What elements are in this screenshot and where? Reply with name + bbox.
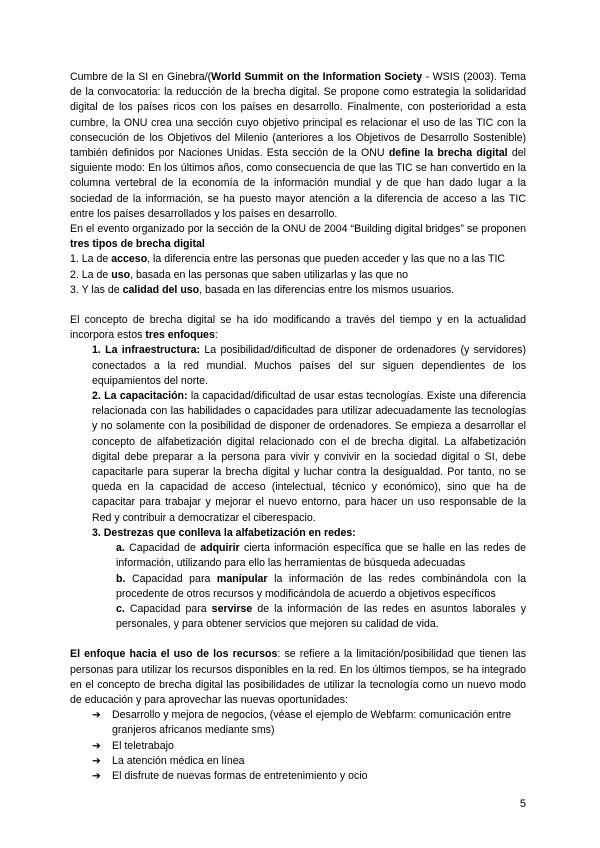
skill-use: c. Capacidad para servirse de la información de las redes en asuntos laborales y personales, y para obtener servicios que mejoren su calidad de vida. (116, 602, 526, 631)
approach-training: 2. La capacitación: la capacidad/dificultad de usar estas tecnologías. Existe una diferencia relacionada con las habilidades o capacidades para utilizar adecuadamente las tecnologías y no solamente con la posibilidad de disponer de ordenadores. Se empieza a desarrollar el concepto de alfabetización digital relacionado con el de brecha digital. La alfabetización digital debe preparar a la persona para vivir y convivir en la sociedad digital o SI, debe capacitarle para superar la brecha digital y luchar contra la desigualdad. Por tanto, no se queda en la capacidad de acceso (intelectual, técnico y económico), sino que ha de capacitar para trabajar y mejorar el nuevo entorno, para hacer un uso responsable de la Red y contribuir a democratizar el ciberespacio. (92, 390, 526, 524)
type-item-quality: 3. Y las de calidad del uso, basada en las diferencias entre los mismos usuarios. (70, 283, 455, 296)
list-item: ➔ La atención médica en línea (92, 754, 526, 769)
arrow-icon: ➔ (92, 709, 101, 722)
approach-infrastructure: 1. La infraestructura: La posibilidad/dificultad de disponer de ordenadores (y servidores) conectados a la red mundial. Muchos países del sur siguen dependientes de los equipamientos del norte. (92, 344, 526, 387)
arrow-icon: ➔ (92, 739, 101, 752)
type-item-access: 1. La de acceso, la diferencia entre las personas que pueden acceder y las que no a las TIC (70, 253, 506, 266)
usage-list (70, 708, 526, 784)
arrow-icon: ➔ (92, 754, 101, 767)
concept-paragraph: El concepto de brecha digital se ha ido modificando a través del tiempo y en la actualidad incorpora estos tres enfoques: (70, 314, 526, 342)
type-item-use: 2. La de uso, basada en las personas que saben utilizarlas y las que no (70, 268, 409, 281)
list-item: ➔ Desarrollo y mejora de negocios, (véase el ejemplo de Webfarm: comunicación entre granjeros africanos mediante sms) (92, 709, 512, 737)
page-number: 5 (519, 798, 526, 810)
spacer (70, 298, 526, 313)
skill-acquire: a. Capacidad de adquirir cierta información específica que se halle en las redes de información, utilizando para ello las herramientas de búsqueda adecuadas (116, 542, 526, 570)
page-content (70, 70, 526, 784)
arrow-icon: ➔ (92, 769, 101, 782)
skill-manipulate: b. Capacidad para manipular la información de las redes combinándola con la procedente de otros recursos y modificándola de acuerdo a objetivos específicos (116, 572, 526, 600)
intro-paragraph: Cumbre de la SI en Ginebra/(World Summit on the Information Society - WSIS (2003). Tema de la convocatoria: la reducción de la brecha digital. Se propone como estrategia la solidaridad digital de los países ricos con los países en desarrollo. Finalmente, con posterioridad a esta cumbre, la ONU crea una sección cuyo objetivo principal es relacionar el uso de las TIC con la consecución de los Objetivos del Milenio (anteriores a los Objetivos de Desarrollo Sostenible) también definidos por Naciones Unidas. Esta sección de la ONU define la brecha digital del siguiente modo: En los últimos años, como consecuencia de que las TIC se han convertido en la columna vertebral de la economía de la información mundial y de que han dado lugar a la sociedad de la información, se ha puesto mayor atención a la diferencia de acceso a las TIC entre los países desarrollados y los países en desarrollo. (70, 71, 527, 220)
approach-skills-heading: 3. Destrezas que conlleva la alfabetización en redes: (92, 526, 356, 539)
usage-paragraph: El enfoque hacia el uso de los recursos: se refiere a la limitación/posibilidad que tienen las personas para utilizar los recursos disponibles en la red. En los últimos tiempos, se ha integrado en el concepto de brecha digital las posibilidades de utilizar la tecnología como un nuevo modo de educación y para aprovechar las nuevas oportunidades: (70, 648, 526, 706)
types-intro-paragraph: En el evento organizado por la sección de la ONU de 2004 “Building digital bridges” se proponen tres tipos de brecha digital (70, 223, 526, 251)
list-item: ➔ El disfrute de nuevas formas de entretenimiento y ocio (92, 769, 526, 784)
spacer (70, 632, 526, 647)
list-item: ➔ El teletrabajo (92, 739, 526, 754)
